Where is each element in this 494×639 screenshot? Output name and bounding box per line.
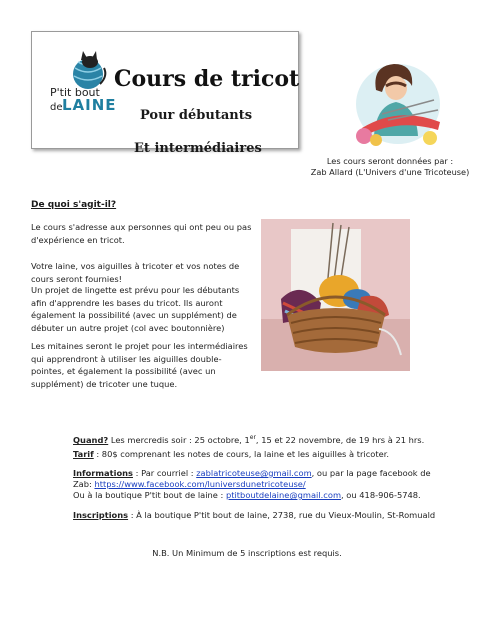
info-text-d: , ou 418-906-5748. [341,490,421,500]
info-text-a: : Par courriel : [133,468,197,478]
price-line [73,449,443,460]
about-paragraph-3: Un projet de lingette est prévu pour les débutants afin d'apprendre les bases du tricot. Ils auront également la possibilité (avec un supplément) de débuter un autre projet (col avec boutonnière) [31,285,240,333]
header-box [31,31,300,156]
logo-text-line1: P'tit bout [50,86,100,99]
email-link-boutique[interactable]: ptitboutdelaine@gmail.com [225,490,342,500]
logo-text-line3: LAINE [62,96,117,114]
teacher-caption-line1: Les cours seront données par : [326,156,454,166]
registration-line [73,510,443,521]
when-label: Quand? [73,434,109,445]
info-label: Informations [73,468,133,478]
section-heading: De quoi s'agit-il? [31,200,117,210]
email-link-zab[interactable]: zablatricoteuse@gmail.com [196,468,312,478]
logo-text-line2: de [50,102,63,113]
knitting-woman-illustration [342,56,454,146]
about-paragraph-4: Les mitaines seront le projet pour les intermédiaires qui apprendront à utiliser les aiguilles double-pointes, et également la possibilité (avec un supplément) de tricoter une tuque. [31,341,248,389]
about-paragraph-1: Le cours s'adresse aux personnes qui ont peu ou pas d'expérience en tricot. [31,222,252,245]
price-label: Tarif [73,449,94,459]
subtitle-intermediate: Et intermédiaires [134,141,262,156]
minimum-note: N.B. Un Minimum de 5 inscriptions est requis. [152,548,342,558]
info-text-b: , ou par la page facebook de Zab: [73,468,431,489]
page-title: Cours de tricot [114,66,300,92]
facebook-link[interactable]: https://www.facebook.com/luniversdunetricoteuse/ [94,479,306,489]
teacher-caption-line2: Zab Allard (L'Univers d'une Tricoteuse) [310,166,470,177]
info-block [73,468,443,501]
registration-text: : À la boutique P'tit bout de laine, 2738, rue du Vieux-Moulin, St-Romuald [128,510,436,520]
about-paragraph-2: Votre laine, vos aiguilles à tricoter et vos notes de cours seront fournies! [31,261,240,284]
teacher-caption [300,156,480,177]
when-text-b: , 15 et 22 novembre, de 19 hrs à 21 hrs. [255,434,425,445]
when-sup: er [249,434,256,441]
when-line [73,432,443,446]
subtitle-beginners: Pour débutants [140,108,253,123]
when-text-a: Les mercredis soir : 25 octobre, 1 [108,434,250,445]
knitting-basket-photo [261,219,410,371]
price-text: : 80$ comprenant les notes de cours, la laine et les aiguilles à tricoter. [93,449,389,459]
info-text-c: Ou à la boutique P'tit bout de laine : [73,490,226,500]
registration-label: Inscriptions [73,510,129,520]
